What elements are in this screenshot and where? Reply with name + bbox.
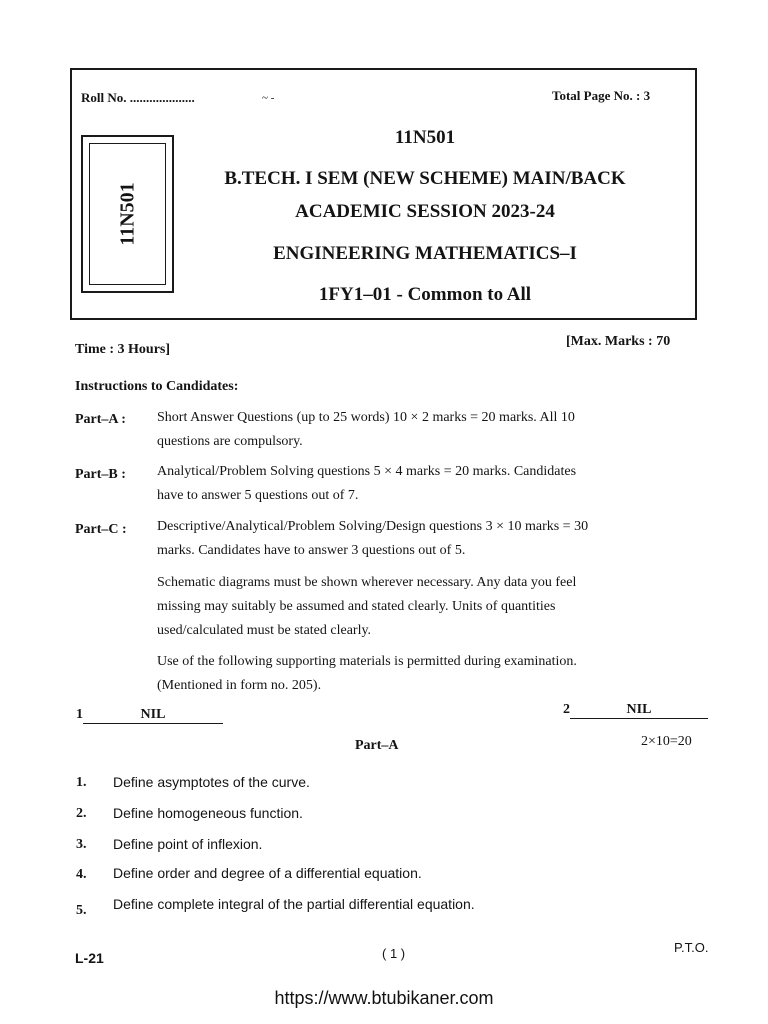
- course-line-1: B.TECH. I SEM (NEW SCHEME) MAIN/BACK: [224, 168, 626, 189]
- question-number: 5.: [76, 903, 87, 918]
- part-a-instruction: [157, 406, 709, 454]
- roll-number-marks: ~ -: [262, 92, 275, 104]
- part-a-line-1: Short Answer Questions (up to 25 words) 10 × 2 marks = 20 marks. All 10: [157, 410, 575, 425]
- part-a-marks: 2×10=20: [641, 734, 692, 749]
- question-text: Define order and degree of a differential equation.: [113, 865, 422, 881]
- max-marks: [Max. Marks : 70: [566, 334, 671, 349]
- source-url: https://www.btubikaner.com: [274, 988, 494, 1008]
- question-number: 3.: [76, 837, 87, 852]
- schematic-line-2: missing may suitably be assumed and stated clearly. Units of quantities: [157, 599, 556, 614]
- question-text: Define point of inflexion.: [113, 836, 263, 852]
- material-item-2-number: 2: [563, 702, 570, 717]
- material-item-2-value: NIL: [570, 702, 708, 719]
- question-text: Define homogeneous function.: [113, 805, 303, 821]
- schematic-line-3: used/calculated must be stated clearly.: [157, 623, 372, 638]
- side-paper-code: 11N501: [116, 182, 138, 246]
- exam-time: [75, 338, 170, 362]
- side-code-frame: [81, 135, 174, 293]
- question-number: 4.: [76, 867, 87, 882]
- question-number: 2.: [76, 806, 87, 821]
- schematic-instruction: [157, 571, 709, 643]
- pto-note: P.T.O.: [674, 940, 709, 955]
- paper-code: 11N501: [394, 127, 456, 148]
- side-code-inner-frame: [89, 143, 166, 285]
- schematic-line-1: Schematic diagrams must be shown wherever necessary. Any data you feel: [157, 575, 577, 590]
- roll-number-field: Roll No. ....................: [81, 90, 195, 105]
- part-c-label: Part–C :: [75, 522, 127, 537]
- instructions-heading: Instructions to Candidates:: [75, 379, 239, 394]
- subject-title: ENGINEERING MATHEMATICS–I: [273, 243, 577, 264]
- question-number: 1.: [76, 775, 87, 790]
- part-c-line-1: Descriptive/Analytical/Problem Solving/Design questions 3 × 10 marks = 30: [157, 519, 589, 534]
- material-item-1: [76, 707, 223, 724]
- part-b-instruction: [157, 460, 709, 508]
- material-item-1-value: NIL: [83, 707, 223, 724]
- question-text: Define asymptotes of the curve.: [113, 774, 310, 790]
- materials-line-2: (Mentioned in form no. 205).: [157, 678, 322, 693]
- course-line-2: ACADEMIC SESSION 2023-24: [295, 201, 555, 222]
- subject-code: 1FY1–01 - Common to All: [318, 284, 532, 305]
- part-c-instruction: [157, 515, 709, 563]
- page-number: ( 1 ): [382, 946, 406, 961]
- materials-line-1: Use of the following supporting materials is permitted during examination.: [157, 654, 577, 669]
- part-b-line-2: have to answer 5 questions out of 7.: [157, 488, 359, 503]
- material-item-2: [563, 702, 708, 719]
- part-a-title: Part–A: [355, 738, 399, 753]
- part-b-label: Part–B :: [75, 467, 126, 482]
- part-b-line-1: Analytical/Problem Solving questions 5 × 4 marks = 20 marks. Candidates: [157, 464, 577, 479]
- material-item-1-number: 1: [76, 707, 83, 722]
- exam-time-text: Time : 3 Hours]: [75, 342, 171, 357]
- question-text: Define complete integral of the partial differential equation.: [113, 896, 475, 912]
- part-a-line-2: questions are compulsory.: [157, 434, 303, 449]
- footer-code: L-21: [75, 950, 104, 966]
- total-pages: Total Page No. : 3: [552, 88, 651, 103]
- part-c-line-2: marks. Candidates have to answer 3 questions out of 5.: [157, 543, 466, 558]
- part-a-label: Part–A :: [75, 412, 126, 427]
- materials-instruction: [157, 650, 709, 698]
